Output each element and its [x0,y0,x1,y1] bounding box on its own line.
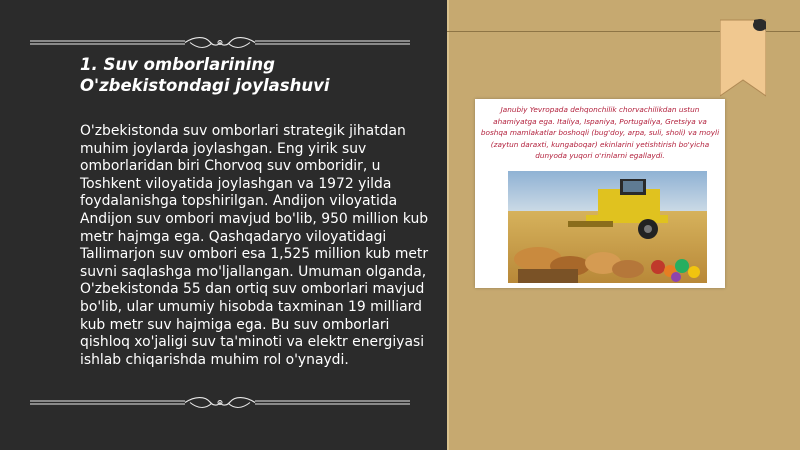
slide-body-text: O'zbekistonda suv omborlari strategik jihatdan muhim joylarda joylashgan. Eng yirik suv omborlaridan biri Chorvoq suv omboridir, u Toshkent viloyatida joylashgan va 1972 yilda foydalanishga topshirilgan. Andijon viloyatida Andijon suv ombori mavjud bo'lib, 950 million kub metr hajmga ega. Qashqadaryo viloyatidagi Tallimarjon suv ombori esa 1,525 million kub metr suvni saqlashga mo'ljallangan. Umuman olganda, O'zbekistonda 55 dan ortiq suv omborlari mavjud bo'lib, ular umumiy hisobda taxminan 19 milliard kub metr suv hajmiga ega. Bu suv omborlari qishloq xo'jaligi suv ta'minoti va elektr energiyasi ishlab chiqarishda muhim rol o'ynaydi. [80,123,429,368]
bookmark-ribbon-icon [720,18,766,98]
slide-title: 1. Suv omborlarining O'zbekistondagi joylashuvi [80,55,330,95]
bottom-scroll-ornament-icon [30,396,410,410]
image-card [475,99,725,288]
panel-divider [447,0,449,450]
image-caption: Janubiy Yevropada dehqonchilik chorvachilikdan ustun ahamiyatga ega. Italiya, Ispaniya, Portugaliya, Gretsiya va boshqa mamlakatlar boshoqli (bug'doy, arpa, suli, sholi) va moyli (zaytun daraxti, kungaboqar) ekinlarini yetishtirish bo'yicha dunyoda yuqori o'rinlarni egallaydi. [480,105,720,161]
harvester-photo [508,171,707,283]
top-scroll-ornament-icon [30,36,410,50]
